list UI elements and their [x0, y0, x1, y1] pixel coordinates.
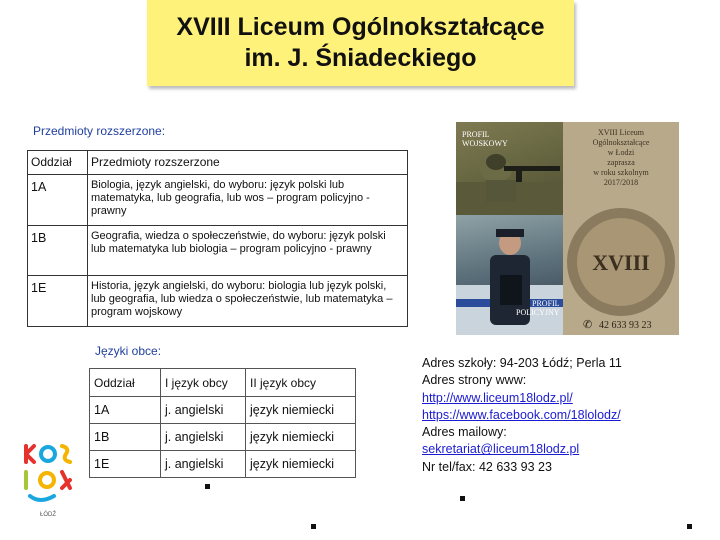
row-first-language: j. angielski — [161, 451, 246, 478]
extended-subjects-table — [27, 150, 408, 327]
decorative-dot — [205, 484, 210, 489]
poster-text — [563, 128, 679, 188]
table-header-row — [28, 151, 408, 175]
phone-fax: Nr tel/fax: 42 633 93 23 — [422, 459, 552, 474]
row-class: 1B — [28, 226, 88, 276]
header-class: Oddział — [90, 369, 161, 397]
email-link[interactable]: sekretariat@liceum18lodz.pl — [422, 442, 580, 457]
police-officer-illustration — [456, 215, 563, 335]
table-row — [90, 397, 356, 424]
header-subjects: Przedmioty rozszerzone — [88, 151, 408, 175]
header-class: Oddział — [28, 151, 88, 175]
table-row — [28, 276, 408, 327]
row-second-language: język niemiecki — [246, 397, 356, 424]
row-class: 1E — [90, 451, 161, 478]
poster-line: w Łodzi — [607, 148, 635, 157]
row-class: 1E — [28, 276, 88, 327]
languages-table — [89, 368, 356, 478]
medal-text: XVIII — [592, 250, 650, 275]
title-line-2: im. J. Śniadeckiego — [244, 44, 477, 72]
military-caption — [462, 130, 508, 148]
row-subjects: Historia, język angielski, do wyboru: biologia lub język polski, lub geografia, lub wiedza o społeczeństwie, lub matematyka – program wojskowy — [88, 276, 408, 327]
decorative-dot — [460, 496, 465, 501]
table-row — [28, 226, 408, 276]
table-row — [28, 175, 408, 226]
contact-info — [422, 355, 622, 476]
caption-line: PROFIL — [462, 130, 490, 139]
email-label: Adres mailowy: — [422, 425, 507, 440]
decorative-dot — [687, 524, 692, 529]
row-subjects: Geografia, wiedza o społeczeństwie, do wyboru: język polski lub matematyka lub biologia – program policyjno - prawny — [88, 226, 408, 276]
row-subjects: Biologia, język angielski, do wyboru: język polski lub matematyka, lub geografia, lub wos – program policyjno - prawny — [88, 175, 408, 226]
facebook-link[interactable]: https://www.facebook.com/18lolodz/ — [422, 407, 621, 422]
table-header-row — [90, 369, 356, 397]
poster-line: 2017/2018 — [603, 178, 639, 187]
caption-line: PROFIL — [532, 299, 560, 308]
logo-caption: ŁÓDŹ — [39, 512, 57, 518]
lodz-city-logo-icon — [18, 440, 78, 520]
caption-line: WOJSKOWY — [462, 139, 508, 148]
police-caption — [516, 299, 560, 317]
poster-line: Ogólnokształcące — [592, 138, 650, 147]
title-line-1: XVIII Liceum Ogólnokształcące — [176, 13, 545, 41]
languages-label: Języki obce: — [95, 344, 162, 358]
table-row — [90, 451, 356, 478]
military-profile-photo — [456, 122, 563, 215]
poster-line: XVIII Liceum — [598, 128, 644, 137]
row-first-language: j. angielski — [161, 397, 246, 424]
poster-line: w roku szkolnym — [593, 168, 649, 177]
police-profile-photo — [456, 215, 563, 335]
www-label: Adres strony www: — [422, 373, 527, 388]
page-title — [147, 12, 574, 74]
table-row — [90, 424, 356, 451]
row-class: 1A — [90, 397, 161, 424]
row-class: 1A — [28, 175, 88, 226]
header-second-language: II język obcy — [246, 369, 356, 397]
header-first-language: I język obcy — [161, 369, 246, 397]
row-second-language: język niemiecki — [246, 424, 356, 451]
poster-line: zaprasza — [607, 158, 635, 167]
decorative-dot — [311, 524, 316, 529]
row-class: 1B — [90, 424, 161, 451]
address: Adres szkoły: 94-203 Łódź; Perla 11 — [422, 356, 622, 370]
phone-icon: ✆ — [583, 319, 593, 331]
website-link[interactable]: http://www.liceum18lodz.pl/ — [422, 390, 573, 405]
school-promo-collage — [456, 122, 679, 335]
poster-phone: 42 633 93 23 — [599, 320, 652, 331]
extended-subjects-label: Przedmioty rozszerzone: — [33, 124, 166, 138]
caption-line: POLICYJNY — [516, 308, 560, 317]
row-second-language: język niemiecki — [246, 451, 356, 478]
row-first-language: j. angielski — [161, 424, 246, 451]
